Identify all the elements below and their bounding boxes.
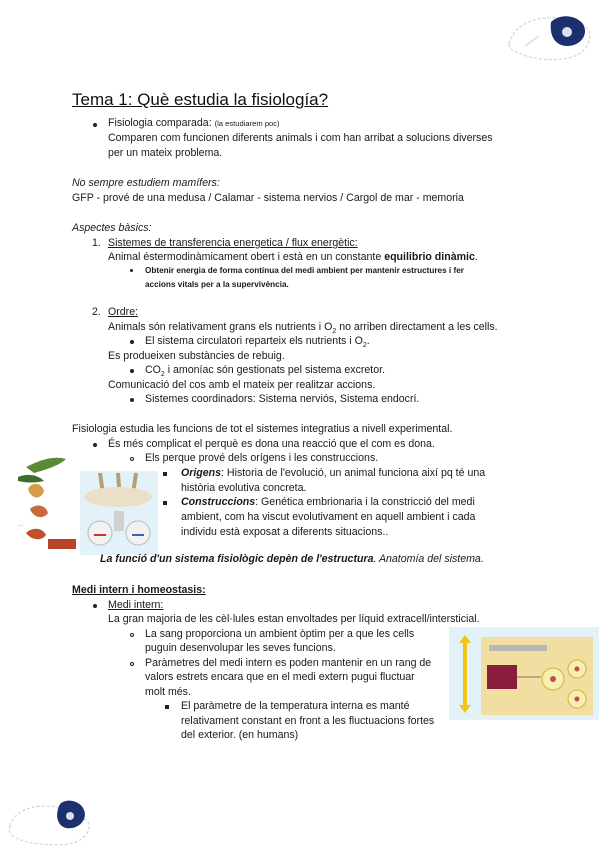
internal-medium-heading: Medi intern i homeostasis:	[72, 584, 206, 596]
item-1-sub-b: accions vitals per a la supervivència.	[145, 280, 289, 289]
evolution-figure	[8, 453, 158, 555]
svg-text:····: ····	[18, 523, 24, 528]
constructions-line-b: ambient, com ha viscut evolutivament en aquell ambient i cada	[181, 511, 476, 523]
bullet-dot	[93, 123, 97, 127]
square-bullet	[163, 472, 167, 476]
circle-bullet	[130, 662, 134, 666]
constructions-label: Construccions	[181, 496, 256, 508]
item-2-number: 2.	[92, 306, 101, 318]
comparative-physiology-label: Fisiologia comparada: (la estudiarem poc)	[108, 117, 280, 129]
blood-line-b: puguin desenvolupar les seves funcions.	[145, 642, 336, 654]
structure-conclusion: La funció d'un sistema fisiològic depèn de l'estructura. Anatomía del sistema.	[100, 553, 484, 565]
origins-line-b: història evolutiva concreta.	[181, 482, 307, 494]
bullet-dot	[130, 369, 134, 373]
item-1-number: 1.	[92, 237, 101, 249]
circle-bullet	[130, 633, 134, 637]
item-2-sub-2: $CO_2$ i amoníac són gestionats pel sistema excretor.	[145, 364, 386, 379]
item-1-title: Sistemes de transferencia energetica / flux energètic:	[108, 237, 358, 249]
origins-constructions-line: Els perque prové dels orígens i les construccions.	[145, 452, 379, 464]
bullet-dot	[93, 443, 97, 447]
physiology-study-line: Fisiologia estudia les funcions de tot el sistemes integratius a nivell experimental.	[72, 423, 453, 435]
item-2-text: Animals són relativament grans els nutrients i $O_2$ no arriben directament a les cells.	[108, 321, 498, 336]
watermark-logo-bottom	[4, 796, 94, 848]
item-2-line-3: Comunicació del cos amb el mateix per realitzar accions.	[108, 379, 376, 391]
not-mammals-heading: No sempre estudiem mamífers:	[72, 177, 220, 189]
homeostasis-figure	[449, 627, 599, 720]
item-2-line-2: Es produeixen substàncies de rebuig.	[108, 350, 285, 362]
page-title: Tema 1: Què estudia la fisiología?	[72, 90, 329, 109]
square-bullet	[163, 501, 167, 505]
comparative-line-2: per un mateix problema.	[108, 147, 223, 159]
internal-medium-line: La gran majoria de les cèl·lules estan envoltades per líquid extracell/intersticial.	[108, 613, 480, 625]
basic-aspects-heading: Aspectes bàsics:	[72, 222, 152, 234]
watermark-logo-top	[505, 6, 595, 64]
bullet-dot	[130, 340, 134, 344]
bullet-dot	[93, 604, 97, 608]
bullet-dot	[130, 269, 133, 272]
dynamic-equilibrium: equilibrio dinàmic	[384, 251, 475, 263]
temperature-line-c: del exterior. (en humans)	[181, 729, 299, 741]
comparative-note: (la estudiarem poc)	[214, 119, 280, 128]
parameters-line-a: Paràmetres del medi intern es poden mantenir en un rang de	[145, 657, 432, 669]
item-1-sub-a: Obtenir energia de forma contínua del medi ambient per mantenir estructures i fer	[145, 266, 464, 275]
constructions-line-c: individu està exposat a diferents situacions..	[181, 526, 389, 538]
temperature-line-b: relativament constant en front a les fluctuacions fortes	[181, 715, 435, 727]
constructions-line-a: Construccions: Genética embrionaria i la constricció del medi	[181, 496, 475, 508]
parameters-line-b: valors estrets encara que en el medi extern pugui fluctuar	[145, 671, 415, 683]
complicated-line: És més complicat el perquè es dona una reacció que el com es dona.	[108, 438, 435, 450]
item-2-title: Ordre:	[108, 306, 139, 318]
origins-label: Origens	[181, 467, 222, 479]
bullet-dot	[130, 398, 134, 402]
parameters-line-c: molt més.	[145, 686, 191, 698]
item-2-sub-1: El sistema circulatori reparteix els nutrients i $O_2$.	[145, 335, 370, 350]
comparative-line-1: Comparen com funcionen diferents animals i com han arribat a solucions diverses	[108, 132, 493, 144]
internal-medium-bullet: Medi intern:	[108, 599, 164, 611]
temperature-line-a: El paràmetre de la temperatura interna es manté	[181, 700, 410, 712]
item-2-sub-3: Sistemes coordinadors: Sistema nerviós, Sistema endocrí.	[145, 393, 420, 405]
square-bullet	[165, 705, 169, 709]
blood-line-a: La sang proporciona un ambient òptim per a que les cells	[145, 628, 415, 640]
gfp-line: GFP - prové de una medusa / Calamar - sistema nervios / Cargol de mar - memoria	[72, 192, 464, 204]
origins-line-a: Origens: Historia de l'evolució, un animal funciona així pq té una	[181, 467, 486, 479]
item-1-text: Animal éstermodinàmicament obert i està en un constante equilibrio dinàmic.	[108, 251, 478, 263]
